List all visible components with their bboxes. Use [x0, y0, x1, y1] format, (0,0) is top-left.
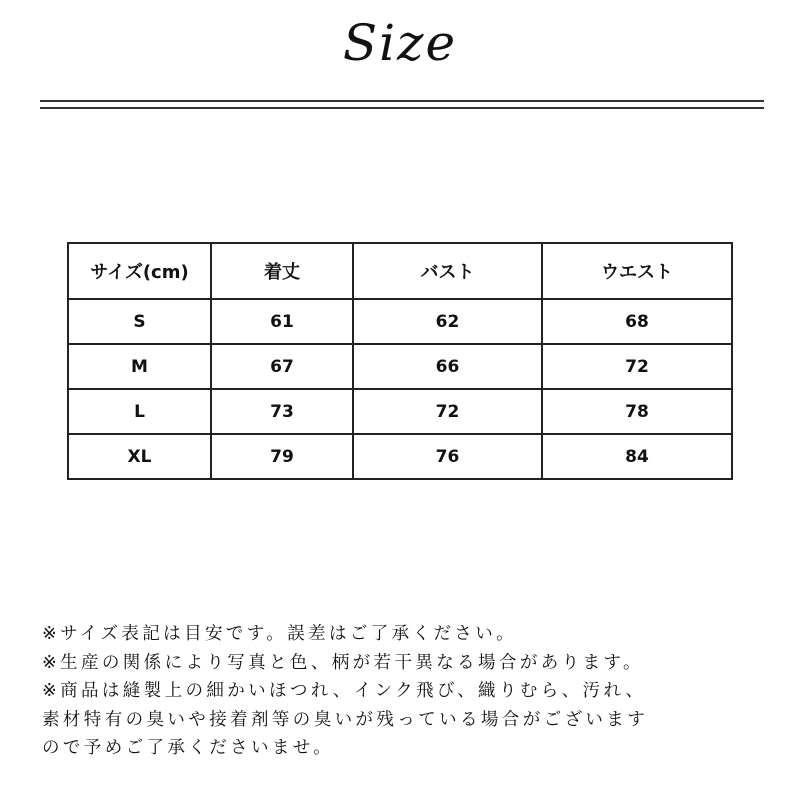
cell-waist: 72 [542, 344, 732, 389]
cell-size: XL [68, 434, 211, 479]
cell-bust: 72 [353, 389, 542, 434]
cell-size: L [68, 389, 211, 434]
cell-waist: 78 [542, 389, 732, 434]
table-row [68, 344, 732, 389]
note-line: 素材特有の臭いや接着剤等の臭いが残っている場合がございます [42, 709, 649, 730]
cell-bust: 62 [353, 299, 542, 344]
header-waist: ウエスト [542, 243, 732, 299]
cell-length: 67 [211, 344, 353, 389]
title-divider-top [40, 100, 764, 102]
cell-length: 73 [211, 389, 353, 434]
cell-waist: 68 [542, 299, 732, 344]
table-row [68, 299, 732, 344]
cell-length: 61 [211, 299, 353, 344]
note-line: ので予めご了承くださいませ。 [42, 738, 335, 758]
note-line: ※サイズ表記は目安です。誤差はご了承ください。 [42, 624, 518, 644]
cell-bust: 76 [353, 434, 542, 479]
cell-bust: 66 [353, 344, 542, 389]
table-row [68, 389, 732, 434]
header-length: 着丈 [211, 243, 353, 299]
title-divider-bottom [40, 107, 764, 109]
notes-section [42, 620, 782, 763]
table-header-row [68, 243, 732, 299]
cell-size: M [68, 344, 211, 389]
header-size: サイズ(cm) [68, 243, 211, 299]
cell-waist: 84 [542, 434, 732, 479]
note-line: ※生産の関係により写真と色、柄が若干異なる場合があります。 [42, 652, 644, 673]
cell-length: 79 [211, 434, 353, 479]
note-line: ※商品は縫製上の細かいほつれ、インク飛び、織りむら、汚れ、 [42, 681, 647, 701]
cell-size: S [68, 299, 211, 344]
table-row [68, 434, 732, 479]
page-title: Size [342, 14, 458, 72]
header-bust: バスト [353, 243, 542, 299]
size-table [67, 242, 733, 480]
